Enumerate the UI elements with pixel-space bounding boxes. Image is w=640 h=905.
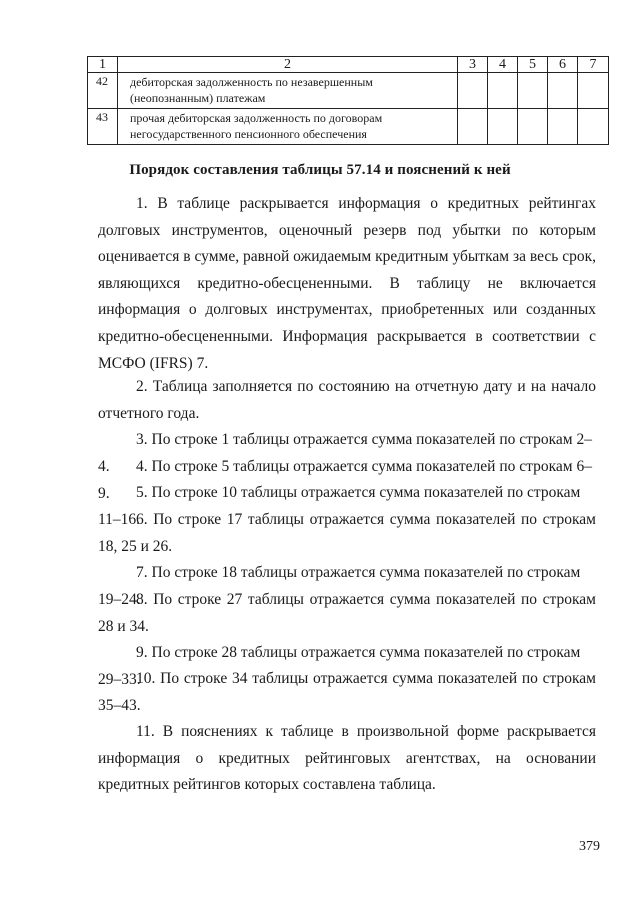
paragraph-11: 11. В пояснениях к таблице в произвольной форме раскрывается информация о кредитных рейтинговых агентствах, на основании кредитных рейтингов которых составлена таблица. (98, 723, 596, 794)
paragraph-9: 9. По строке 28 таблицы отражается сумма показателей по строкам 29–33. (98, 644, 581, 688)
empty-cell (578, 109, 609, 145)
section-title: Порядок составления таблицы 57.14 и пояснений к ней (129, 162, 511, 178)
header-cell-1: 1 (88, 57, 118, 73)
header-cell-4: 4 (488, 57, 518, 73)
paragraph-1: 1. В таблице раскрывается информация о кредитных рейтингах долговых инструментов, оценочный резерв под убытки по которым оценивается в сумме, равной ожидаемым кредитным убыткам за весь срок, являющихся кредитно-обесцененными. В таблицу не включается информация о долговых инструментах, приобретенных или созданных кредитно-обесцененными. Информация раскрывается в соответствии с МСФО (IFRS) 7. (98, 195, 596, 372)
row-description: прочая дебиторская задолженность по договорам негосударственного пенсионного обеспечения (118, 109, 458, 145)
row-number: 43 (88, 109, 118, 145)
empty-cell (458, 109, 488, 145)
header-cell-3: 3 (458, 57, 488, 73)
paragraph-6: 6. По строке 17 таблицы отражается сумма показателей по строкам 18, 25 и 26. (98, 511, 596, 555)
table-row (88, 73, 609, 109)
header-cell-7: 7 (578, 57, 609, 73)
report-table-fragment (87, 56, 601, 145)
paragraph-8: 8. По строке 27 таблицы отражается сумма показателей по строкам 28 и 34. (98, 591, 596, 635)
paragraph-7: 7. По строке 18 таблицы отражается сумма показателей по строкам 19–24. (98, 564, 581, 608)
empty-cell (578, 73, 609, 109)
paragraph-2: 2. Таблица заполняется по состоянию на отчетную дату и на начало отчетного года. (98, 378, 596, 422)
empty-cell (518, 73, 548, 109)
empty-cell (518, 109, 548, 145)
table-row (88, 109, 609, 145)
table-header-row (88, 57, 609, 73)
header-cell-2: 2 (118, 57, 458, 73)
row-number: 42 (88, 73, 118, 109)
row-description: дебиторская задолженность по незавершенным (неопознанным) платежам (118, 73, 458, 109)
paragraph-3: 3. По строке 1 таблицы отражается сумма показателей по строкам 2–4. (98, 431, 592, 475)
empty-cell (488, 73, 518, 109)
empty-cell (548, 73, 578, 109)
header-cell-6: 6 (548, 57, 578, 73)
paragraph-5: 5. По строке 10 таблицы отражается сумма показателей по строкам 11–16. (98, 484, 581, 528)
page-number: 379 (579, 839, 600, 854)
paragraph-4: 4. По строке 5 таблицы отражается сумма показателей по строкам 6–9. (98, 458, 592, 502)
empty-cell (488, 109, 518, 145)
header-cell-5: 5 (518, 57, 548, 73)
report-table (87, 56, 609, 145)
paragraph-10: 10. По строке 34 таблицы отражается сумма показателей по строкам 35–43. (98, 670, 596, 714)
empty-cell (548, 109, 578, 145)
empty-cell (458, 73, 488, 109)
